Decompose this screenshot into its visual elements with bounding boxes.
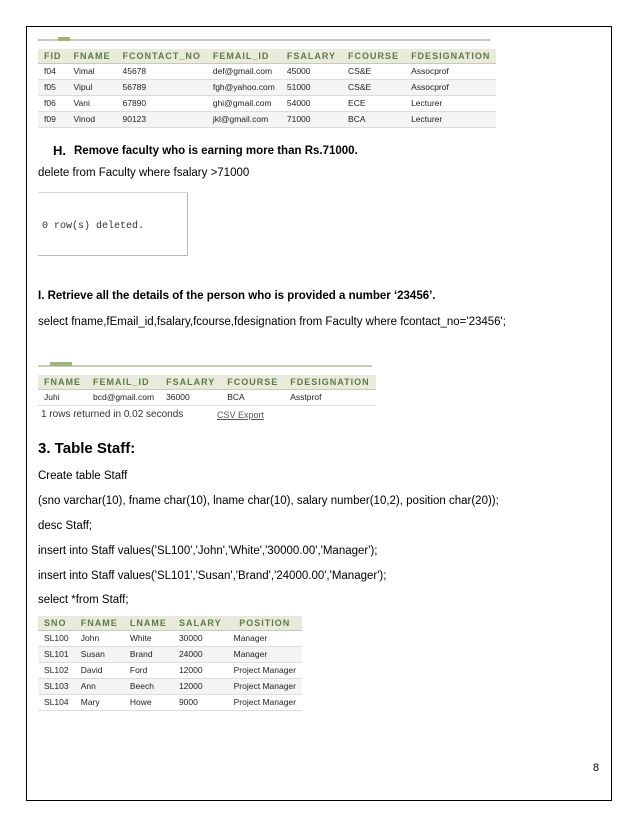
staff-sql-line: (sno varchar(10), fname char(10), lname char(10), salary number(10,2), position char(20)); — [38, 495, 499, 507]
table-row — [38, 111, 496, 127]
staff-col-header: SALARY — [173, 616, 228, 630]
faculty-col-header: FID — [38, 49, 68, 63]
table-cell: Ann — [75, 678, 124, 694]
table-cell: jkl@gmail.com — [207, 111, 281, 127]
table-cell: Lecturer — [405, 111, 496, 127]
table-cell: Vimal — [68, 63, 117, 79]
table-cell: ghi@gmail.com — [207, 95, 281, 111]
delete-output-box — [38, 192, 188, 256]
table-cell: 12000 — [173, 662, 228, 678]
table-row — [38, 95, 496, 111]
table-cell: 36000 — [160, 389, 221, 405]
table-cell: 54000 — [281, 95, 342, 111]
table-cell: SL100 — [38, 630, 75, 646]
result-i-header — [38, 375, 376, 389]
table-cell: 45678 — [117, 63, 207, 79]
table-cell: f06 — [38, 95, 68, 111]
faculty-col-header: FSALARY — [281, 49, 342, 63]
delete-output-text: 0 row(s) deleted. — [42, 221, 145, 232]
table-row — [38, 662, 302, 678]
table-cell: 67890 — [117, 95, 207, 111]
table-cell: SL103 — [38, 678, 75, 694]
table-cell: f04 — [38, 63, 68, 79]
table-cell: 45000 — [281, 63, 342, 79]
table-cell: bcd@gmail.com — [87, 389, 160, 405]
table-cell: Mary — [75, 694, 124, 710]
table-cell: def@gmail.com — [207, 63, 281, 79]
table-cell: 12000 — [173, 678, 228, 694]
table-cell: 71000 — [281, 111, 342, 127]
faculty-grid-topbar — [38, 39, 490, 41]
csv-export-link[interactable]: CSV Export — [217, 410, 265, 420]
table-cell: Project Manager — [228, 678, 302, 694]
result-i-col-header: FNAME — [38, 375, 87, 389]
result-i-col-header: FEMAIL_ID — [87, 375, 160, 389]
table-cell: CS&E — [342, 79, 405, 95]
faculty-table-header — [38, 49, 496, 63]
table-cell: SL102 — [38, 662, 75, 678]
table-cell: White — [124, 630, 173, 646]
table-cell: f05 — [38, 79, 68, 95]
output-top-line — [38, 192, 188, 193]
table-cell: Manager — [228, 646, 302, 662]
staff-col-header: SNO — [38, 616, 75, 630]
faculty-col-header: FNAME — [68, 49, 117, 63]
section-h-question: Remove faculty who is earning more than Rs.71000. — [74, 145, 358, 157]
table-cell: BCA — [221, 389, 284, 405]
table-cell: fgh@yahoo.com — [207, 79, 281, 95]
table-cell: David — [75, 662, 124, 678]
table-cell: ECE — [342, 95, 405, 111]
table-row — [38, 678, 302, 694]
section-i-query: select fname,fEmail_id,fsalary,fcourse,fdesignation from Faculty where fcontact_no='23456'; — [38, 316, 506, 328]
table-row — [38, 630, 302, 646]
table-cell: 9000 — [173, 694, 228, 710]
faculty-table — [38, 49, 496, 128]
faculty-col-header: FDESIGNATION — [405, 49, 496, 63]
staff-table-header — [38, 616, 302, 630]
staff-col-header: LNAME — [124, 616, 173, 630]
page-number: 8 — [593, 762, 600, 774]
table-cell: BCA — [342, 111, 405, 127]
table-cell: Vani — [68, 95, 117, 111]
faculty-col-header: FCOURSE — [342, 49, 405, 63]
table-cell: Juhi — [38, 389, 87, 405]
faculty-grid-tab — [58, 37, 70, 41]
table-cell: John — [75, 630, 124, 646]
result-i-col-header: FDESIGNATION — [284, 375, 375, 389]
table-cell: Ford — [124, 662, 173, 678]
staff-col-header: POSITION — [228, 616, 302, 630]
result-i-grid-topbar — [38, 365, 372, 367]
result-i-table — [38, 375, 376, 406]
table-cell: Vinod — [68, 111, 117, 127]
table-row — [38, 63, 496, 79]
result-i-col-header: FCOURSE — [221, 375, 284, 389]
table-cell: Beech — [124, 678, 173, 694]
table-row — [38, 79, 496, 95]
table-cell: CS&E — [342, 63, 405, 79]
table-row — [38, 389, 376, 405]
staff-sql-line: insert into Staff values('SL100','John','White','30000.00','Manager'); — [38, 545, 378, 557]
table-cell: Manager — [228, 630, 302, 646]
staff-sql-line: select *from Staff; — [38, 594, 129, 606]
table-cell: Howe — [124, 694, 173, 710]
staff-sql-line: Create table Staff — [38, 470, 128, 482]
table-cell: 51000 — [281, 79, 342, 95]
table-cell: Asstprof — [284, 389, 375, 405]
section-h-query: delete from Faculty where fsalary >71000 — [38, 167, 250, 179]
table-cell: 56789 — [117, 79, 207, 95]
staff-col-header: FNAME — [75, 616, 124, 630]
table-cell: f09 — [38, 111, 68, 127]
table-cell: Brand — [124, 646, 173, 662]
table-cell: 30000 — [173, 630, 228, 646]
table-cell: SL104 — [38, 694, 75, 710]
table-cell: 90123 — [117, 111, 207, 127]
table-cell: SL101 — [38, 646, 75, 662]
section-3-heading: 3. Table Staff: — [38, 440, 136, 457]
result-i-col-header: FSALARY — [160, 375, 221, 389]
table-row — [38, 694, 302, 710]
table-cell: Assocprof — [405, 63, 496, 79]
rows-returned-text: 1 rows returned in 0.02 seconds — [41, 409, 184, 420]
table-cell: Project Manager — [228, 662, 302, 678]
result-i-grid-tab — [50, 362, 72, 366]
staff-sql-line: desc Staff; — [38, 520, 93, 532]
staff-sql-line: insert into Staff values('SL101','Susan','Brand','24000.00','Manager'); — [38, 570, 387, 582]
staff-table — [38, 616, 302, 711]
section-h-label: H. — [53, 143, 66, 158]
table-cell: Project Manager — [228, 694, 302, 710]
table-row — [38, 646, 302, 662]
section-i-question: I. Retrieve all the details of the person who is provided a number ‘23456’. — [38, 290, 436, 302]
table-cell: Lecturer — [405, 95, 496, 111]
table-cell: Susan — [75, 646, 124, 662]
table-cell: Assocprof — [405, 79, 496, 95]
faculty-col-header: FCONTACT_NO — [117, 49, 207, 63]
table-cell: 24000 — [173, 646, 228, 662]
table-cell: Vipul — [68, 79, 117, 95]
faculty-col-header: FEMAIL_ID — [207, 49, 281, 63]
